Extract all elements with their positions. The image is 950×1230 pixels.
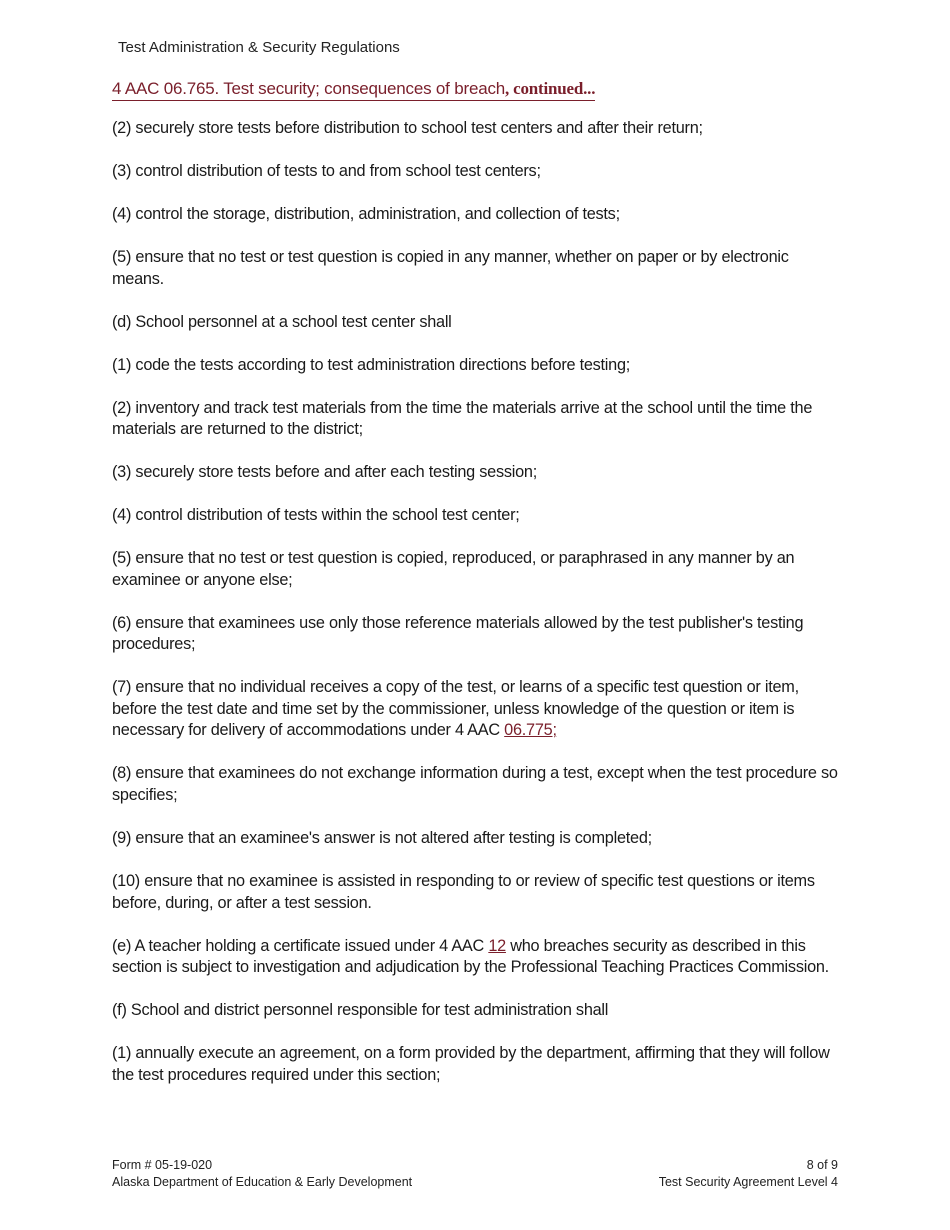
paragraph: (3) control distribution of tests to and from school test centers; (112, 161, 541, 180)
continued-label: , continued... (505, 79, 596, 98)
paragraph: (d) School personnel at a school test center shall (112, 312, 452, 331)
paragraph: (5) ensure that no test or test question is copied, reproduced, or paraphrased in any manner by an examinee or anyone else; (112, 549, 795, 589)
paragraph: (1) code the tests according to test administration directions before testing; (112, 355, 631, 374)
section-heading[interactable] (112, 79, 595, 101)
paragraph-text: (7) ensure that no individual receives a copy of the test, or learns of a specific test question or item, before the test date and time set by the commissioner, unless knowledge of the question or item is necessary for delivery of accommodations under 4 AAC (112, 678, 799, 740)
aac-12-link[interactable]: 12 (488, 936, 506, 955)
paragraph: (1) annually execute an agreement, on a form provided by the department, affirming that they will follow the test procedures required under this section; (112, 1044, 830, 1084)
paragraph: (5) ensure that no test or test question is copied in any manner, whether on paper or by electronic means. (112, 247, 789, 288)
paragraph: (3) securely store tests before and after each testing session; (112, 463, 537, 482)
page-number: 8 of 9 (806, 1158, 838, 1172)
paragraph-text: who breaches security as described in this section is subject to investigation and adjudication by the Professional Teaching Practices Commission. (112, 936, 829, 977)
paragraph-with-link (112, 936, 838, 979)
regulation-body (112, 118, 838, 1108)
paragraph: (4) control distribution of tests within the school test center; (112, 506, 520, 525)
paragraph: (8) ensure that examinees do not exchange information during a test, except when the test procedure so specifies; (112, 764, 838, 804)
paragraph: (4) control the storage, distribution, administration, and collection of tests; (112, 204, 620, 223)
footer-left (112, 1157, 412, 1191)
document-title: Test Security Agreement Level 4 (658, 1175, 838, 1189)
paragraph-text: (e) A teacher holding a certificate issued under 4 AAC (112, 936, 489, 955)
paragraph: (10) ensure that no examinee is assisted in responding to or review of specific test questions or items before, during, or after a test session. (112, 871, 815, 912)
department-name: Alaska Department of Education & Early Development (112, 1175, 413, 1189)
section-heading-link[interactable]: 4 AAC 06.765. Test security; consequences of breach (112, 79, 506, 98)
page-header: Test Administration & Security Regulations (118, 39, 400, 56)
aac-06-775-link[interactable]: 06.775; (504, 721, 557, 740)
paragraph: (f) School and district personnel responsible for test administration shall (112, 1001, 609, 1020)
paragraph: (2) inventory and track test materials from the time the materials arrive at the school until the time the materials are returned to the district; (112, 398, 813, 439)
paragraph: (9) ensure that an examinee's answer is not altered after testing is completed; (112, 828, 652, 847)
paragraph-with-link (112, 677, 838, 742)
paragraph: (2) securely store tests before distribution to school test centers and after their return; (112, 119, 703, 137)
footer-right (659, 1157, 838, 1191)
paragraph: (6) ensure that examinees use only those reference materials allowed by the test publisher's testing procedures; (112, 613, 804, 654)
form-number: Form # 05-19-020 (112, 1158, 213, 1172)
